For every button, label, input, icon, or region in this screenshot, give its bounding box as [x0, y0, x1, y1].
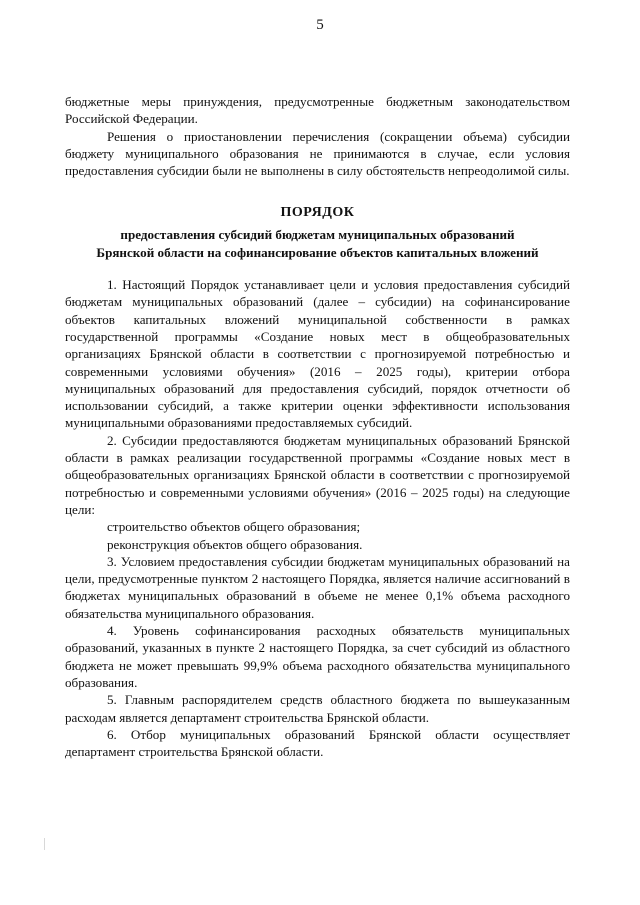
paragraph-5: 5. Главным распорядителем средств областного бюджета по вышеуказанным расходам является департамент строительства Брянской области.: [65, 692, 570, 725]
page-number: 5: [316, 17, 324, 33]
paragraph-3: 3. Условием предоставления субсидии бюджетам муниципальных образований на цели, предусмотренные пунктом 2 настоящего Порядка, является наличие ассигнований в бюджетах муниципальных образований в объеме не менее 0,1% объема расходного обязательства муниципального образования.: [65, 553, 570, 621]
document-body: [65, 93, 570, 760]
section-subtitle: [65, 226, 570, 261]
section-subtitle-line-2: Брянской области на софинансирование объектов капитальных вложений: [96, 244, 539, 260]
intro-continuation: бюджетные меры принуждения, предусмотренные бюджетным законодательством Российской Федерации.: [65, 94, 570, 127]
section-spacer: [65, 261, 570, 276]
section-subtitle-line-1: предоставления субсидий бюджетам муниципальных образований: [120, 227, 515, 243]
paragraph-1: 1. Настоящий Порядок устанавливает цели и условия предоставления субсидий бюджетам муниципальных образований (далее – субсидии) на софинансирование объектов капитальных вложений муниципальной собственности в рамках государственной программы «Создание новых мест в общеобразовательных организациях Брянской области в соответствии с прогнозируемой потребностью и современными условиями обучения» (2016 – 2025 годы), критерии отбора муниципальных образований для предоставления субсидий, порядок отчетности об использовании субсидий, а также критерии оценки эффективности использования муниципальными образованиями предоставляемых субсидий.: [65, 277, 570, 431]
scan-margin-mark: [44, 838, 45, 850]
paragraph-2-item-1: строительство объектов общего образования;: [107, 519, 361, 535]
section-title: ПОРЯДОК: [280, 205, 355, 221]
paragraph-2-item-2: реконструкция объектов общего образования.: [107, 536, 363, 552]
paragraph-6: 6. Отбор муниципальных образований Брянской области осуществляет департамент строительства Брянской области.: [65, 726, 570, 760]
intro-decision-paragraph: Решения о приостановлении перечисления (сокращении объема) субсидии бюджету муниципального образования не принимаются в случае, если условия предоставления субсидии были не выполнены в силу обстоятельств непреодолимой силы.: [65, 128, 570, 179]
section-spacer: [65, 179, 570, 194]
paragraph-2: 2. Субсидии предоставляются бюджетам муниципальных образований Брянской области в рамках реализации государственной программы «Создание новых мест в общеобразовательных организациях Брянской области в соответствии с прогнозируемой потребностью и современными условиями обучения» (2016 – 2025 годы) на следующие цели:: [65, 432, 570, 517]
paragraph-4: 4. Уровень софинансирования расходных обязательств муниципальных образований, указанных в пункте 2 настоящего Порядка, за счет субсидий из областного бюджета не может превышать 99,9% объема расходного обязательства муниципального образования.: [65, 623, 570, 690]
